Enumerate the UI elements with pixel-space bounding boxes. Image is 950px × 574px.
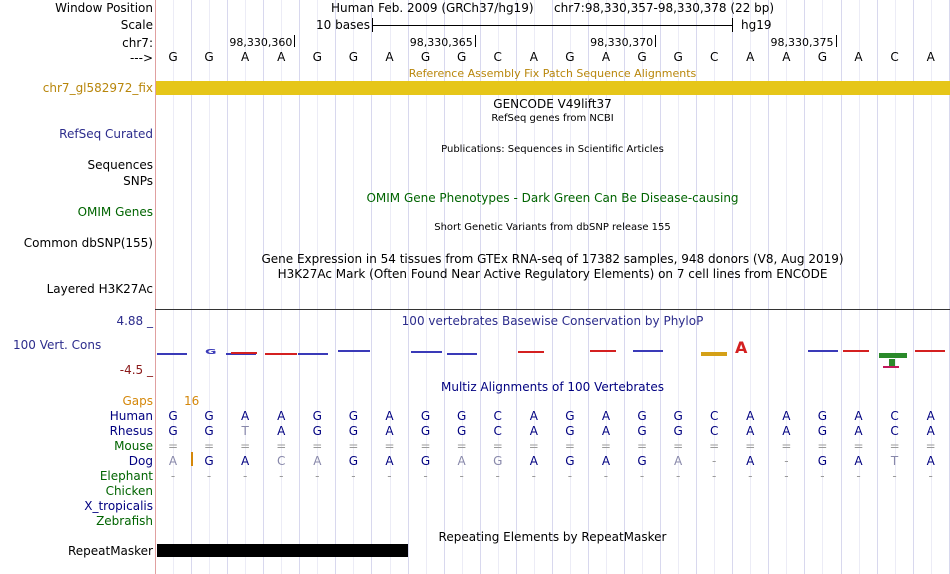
cons-mark	[518, 351, 544, 353]
aligned-base: -	[315, 469, 320, 483]
aligned-base: -	[892, 469, 897, 483]
aligned-base: G	[312, 409, 322, 423]
aligned-base: -	[279, 469, 284, 483]
fix-patch-bar[interactable]	[156, 81, 950, 95]
aligned-base: -	[206, 469, 212, 483]
tick-label: 98,330,365	[409, 36, 473, 49]
aligned-base: G	[565, 454, 575, 468]
aligned-base: A	[385, 454, 394, 468]
aligned-base: A	[277, 409, 286, 423]
reference-base: A	[529, 50, 538, 64]
aligned-base: =	[204, 439, 215, 453]
reference-base: G	[168, 50, 178, 64]
reference-base: G	[420, 50, 431, 64]
aligned-base: G	[817, 454, 828, 468]
aligned-base: =	[637, 439, 648, 453]
aligned-base: A	[385, 409, 394, 423]
cons-mark	[157, 353, 187, 355]
aligned-base: A	[601, 424, 611, 438]
aligned-base: =	[276, 439, 287, 453]
tick-mark	[836, 35, 837, 47]
aligned-base: -	[712, 454, 717, 468]
aligned-base: A	[241, 409, 250, 423]
aligned-base: A	[926, 454, 935, 468]
reference-base: G	[565, 50, 575, 64]
reference-base: A	[601, 50, 611, 64]
aligned-base: =	[167, 439, 179, 453]
aligned-base: G	[493, 454, 503, 468]
aligned-base: -	[784, 469, 789, 483]
aligned-base: -	[495, 469, 500, 483]
cons-mark	[889, 359, 895, 367]
cons-mark	[879, 353, 907, 358]
cons-glyph-g: G	[205, 347, 217, 356]
scale-bar	[372, 18, 733, 32]
aligned-base: =	[456, 439, 467, 453]
cons-mark	[843, 350, 869, 352]
scale-db: hg19	[741, 18, 772, 32]
h3k27-label[interactable]: Layered H3K27Ac	[46, 282, 153, 296]
rmsk-title[interactable]: Repeating Elements by RepeatMasker	[438, 530, 667, 544]
aligned-base: -	[603, 469, 609, 483]
dbsnp-label[interactable]: Common dbSNP(155)	[23, 236, 153, 250]
reference-base: A	[385, 50, 394, 64]
reference-base: A	[746, 50, 755, 64]
aligned-base: G	[673, 409, 683, 423]
aligned-base: =	[312, 439, 323, 453]
aligned-base: -	[387, 469, 392, 483]
aligned-base: =	[853, 439, 864, 453]
aligned-base: A	[926, 409, 935, 423]
aligned-base: =	[817, 439, 828, 453]
aligned-base: A	[385, 424, 394, 438]
aligned-base: -	[712, 469, 717, 483]
aligned-base: G	[637, 454, 647, 468]
aligned-base: A	[746, 424, 755, 438]
tick-label: 98,330,375	[770, 36, 834, 49]
aligned-base: =	[348, 439, 359, 453]
tick-mark	[655, 35, 656, 47]
aligned-base: G	[456, 424, 467, 438]
aligned-base: A	[601, 454, 611, 468]
aligned-base: A	[601, 409, 611, 423]
reference-base: C	[709, 50, 719, 64]
tick-mark	[294, 35, 295, 47]
aligned-base: =	[600, 439, 611, 453]
reference-base: G	[817, 50, 828, 64]
omim-label[interactable]: OMIM Genes	[77, 205, 153, 219]
aligned-base: A	[674, 454, 683, 468]
aligned-base: G	[348, 409, 359, 423]
cons-mark	[915, 350, 945, 352]
reference-base: A	[277, 50, 286, 64]
rmsk-bar[interactable]	[157, 544, 408, 557]
reference-base: G	[312, 50, 322, 64]
conservation-logo[interactable]	[155, 336, 950, 372]
aligned-base: G	[456, 409, 467, 423]
gencode-title[interactable]: GENCODE V49lift37	[493, 97, 612, 111]
cons-label[interactable]: 100 Vert. Cons	[13, 338, 102, 352]
reference-base: G	[456, 50, 467, 64]
aligned-base: A	[746, 454, 755, 468]
aligned-base: C	[493, 409, 502, 423]
cons-mark	[447, 353, 477, 355]
aligned-base: -	[675, 469, 681, 483]
species-label[interactable]: X_tropicalis	[84, 499, 153, 513]
species-label[interactable]: Rhesus	[109, 424, 153, 438]
reference-base: G	[673, 50, 683, 64]
reference-base: G	[348, 50, 359, 64]
aligned-base: C	[277, 454, 286, 468]
aligned-base: G	[168, 424, 178, 438]
species-label[interactable]: Human	[109, 409, 153, 423]
cons-mark	[231, 352, 257, 354]
aligned-base: C	[709, 409, 719, 423]
aligned-base: -	[423, 469, 428, 483]
aligned-base: C	[890, 409, 899, 423]
aligned-base: G	[312, 424, 322, 438]
assembly-name: Human Feb. 2009 (GRCh37/hg19)	[331, 1, 534, 15]
fix-patch-title[interactable]: Reference Assembly Fix Patch Sequence Alignments	[408, 67, 697, 80]
phylop-title[interactable]: 100 vertebrates Basewise Conservation by PhyloP	[401, 314, 704, 328]
cons-mark	[808, 350, 838, 352]
tick-label: 98,330,360	[229, 36, 293, 49]
aligned-base: A	[529, 409, 538, 423]
aligned-base: G	[420, 424, 431, 438]
aligned-base: A	[457, 454, 466, 468]
aligned-base: =	[673, 439, 684, 453]
aligned-base: =	[781, 439, 792, 453]
species-label[interactable]: Dog	[128, 454, 153, 468]
aligned-base: A	[168, 454, 178, 468]
aligned-base: G	[637, 409, 647, 423]
aligned-base: -	[856, 469, 861, 483]
reference-base: A	[241, 50, 250, 64]
aligned-base: G	[565, 424, 575, 438]
aligned-base: -	[459, 469, 464, 483]
aligned-base: A	[782, 409, 791, 423]
aligned-base: =	[420, 439, 431, 453]
rmsk-label[interactable]: RepeatMasker	[67, 544, 153, 558]
reference-base: G	[204, 50, 214, 64]
aligned-base: G	[204, 454, 214, 468]
aligned-base: G	[420, 409, 431, 423]
aligned-base: A	[313, 454, 322, 468]
aligned-base: =	[528, 439, 539, 453]
aligned-base: =	[564, 439, 575, 453]
aligned-base: C	[709, 424, 719, 438]
tick-mark	[475, 35, 476, 47]
aligned-base: -	[820, 469, 825, 483]
aligned-base: =	[384, 439, 395, 453]
aligned-base: G	[204, 409, 214, 423]
reference-base: G	[637, 50, 647, 64]
reference-base: A	[926, 50, 935, 64]
publications-title[interactable]: Publications: Sequences in Scientific Articles	[441, 144, 664, 155]
dbsnp-title[interactable]: Short Genetic Variants from dbSNP release 155	[434, 222, 671, 233]
tick-label: 98,330,370	[590, 36, 654, 49]
aligned-base: -	[784, 454, 789, 468]
phylop-max-label: 4.88 _	[116, 314, 153, 328]
aligned-base: A	[241, 454, 250, 468]
aligned-base: =	[240, 439, 251, 453]
window-position[interactable]: chr7:98,330,357-98,330,378 (22 bp)	[554, 1, 775, 15]
cons-mark	[265, 353, 297, 355]
aligned-base: -	[351, 469, 356, 483]
aligned-base: A	[529, 424, 538, 438]
species-label[interactable]: Chicken	[105, 484, 153, 498]
cons-mark	[701, 352, 727, 356]
multiz-title[interactable]: Multiz Alignments of 100 Vertebrates	[440, 380, 665, 394]
cons-mark	[883, 366, 899, 368]
aligned-base: G	[204, 424, 214, 438]
aligned-base: T	[241, 424, 249, 438]
aligned-base: -	[531, 469, 536, 483]
aligned-base: G	[168, 409, 178, 423]
aligned-base: -	[928, 469, 933, 483]
reference-base: C	[890, 50, 899, 64]
aligned-base: A	[746, 409, 755, 423]
sequences-label[interactable]: Sequences	[87, 158, 153, 172]
aligned-base: A	[854, 424, 863, 438]
reference-base: A	[782, 50, 791, 64]
cons-mark	[411, 351, 442, 353]
aligned-base: G	[565, 409, 575, 423]
omim-title[interactable]: OMIM Gene Phenotypes - Dark Green Can Be Disease-causing	[366, 191, 739, 205]
aligned-base: A	[926, 424, 935, 438]
aligned-base: A	[854, 409, 863, 423]
aligned-base: =	[889, 439, 900, 453]
gaps-label: Gaps	[122, 394, 153, 408]
aligned-base: G	[817, 409, 828, 423]
aligned-base: A	[277, 424, 286, 438]
h3k27-title[interactable]: H3K27Ac Mark (Often Found Near Active Regulatory Elements) on 7 cell lines from ENCODE	[277, 267, 828, 281]
gtex-title[interactable]: Gene Expression in 54 tissues from GTEx RNA-seq of 17382 samples, 948 donors (V8, Aug 2019)	[261, 252, 844, 266]
aligned-base: G	[348, 424, 359, 438]
reference-base: C	[493, 50, 502, 64]
cons-mark	[338, 350, 370, 352]
aligned-base: -	[639, 469, 645, 483]
aligned-base: =	[709, 439, 720, 453]
scale-label: Scale	[120, 18, 153, 32]
window-position-label: Window Position	[55, 1, 153, 15]
strand-arrow-label: --->	[129, 51, 153, 65]
reference-base: A	[854, 50, 863, 64]
species-label[interactable]: Mouse	[114, 439, 153, 453]
aligned-base: =	[745, 439, 756, 453]
cons-mark	[633, 350, 663, 352]
aligned-base: G	[637, 424, 647, 438]
cons-mark	[298, 353, 328, 355]
aligned-base: -	[567, 469, 573, 483]
aligned-base: -	[748, 469, 753, 483]
aligned-base: =	[492, 439, 503, 453]
track-separator	[155, 309, 950, 310]
chrom-label: chr7:	[122, 36, 153, 50]
gaps-count: 16	[184, 394, 200, 408]
refseq-title[interactable]: RefSeq genes from NCBI	[491, 113, 614, 124]
snps-label[interactable]: SNPs	[123, 174, 153, 188]
aligned-base: -	[242, 469, 248, 483]
aligned-base: G	[673, 424, 683, 438]
fix-patch-label[interactable]: chr7_gl582972_fix	[42, 81, 153, 95]
aligned-base: G	[420, 454, 431, 468]
aligned-base: -	[170, 469, 176, 483]
refseq-label[interactable]: RefSeq Curated	[59, 127, 153, 141]
species-label[interactable]: Elephant	[99, 469, 153, 483]
aligned-base: =	[925, 439, 936, 453]
cons-mark	[590, 350, 616, 352]
aligned-base: C	[493, 424, 502, 438]
aligned-base: A	[854, 454, 863, 468]
aligned-base: G	[817, 424, 828, 438]
phylop-min-label: -4.5 _	[119, 363, 153, 377]
aligned-base: A	[529, 454, 538, 468]
scale-text: 10 bases	[316, 18, 370, 32]
aligned-base: G	[348, 454, 359, 468]
cons-glyph-a: A	[735, 338, 748, 357]
species-label[interactable]: Zebrafish	[96, 514, 153, 528]
aligned-base: T	[890, 454, 899, 468]
aligned-base: C	[890, 424, 899, 438]
aligned-base: A	[782, 424, 791, 438]
